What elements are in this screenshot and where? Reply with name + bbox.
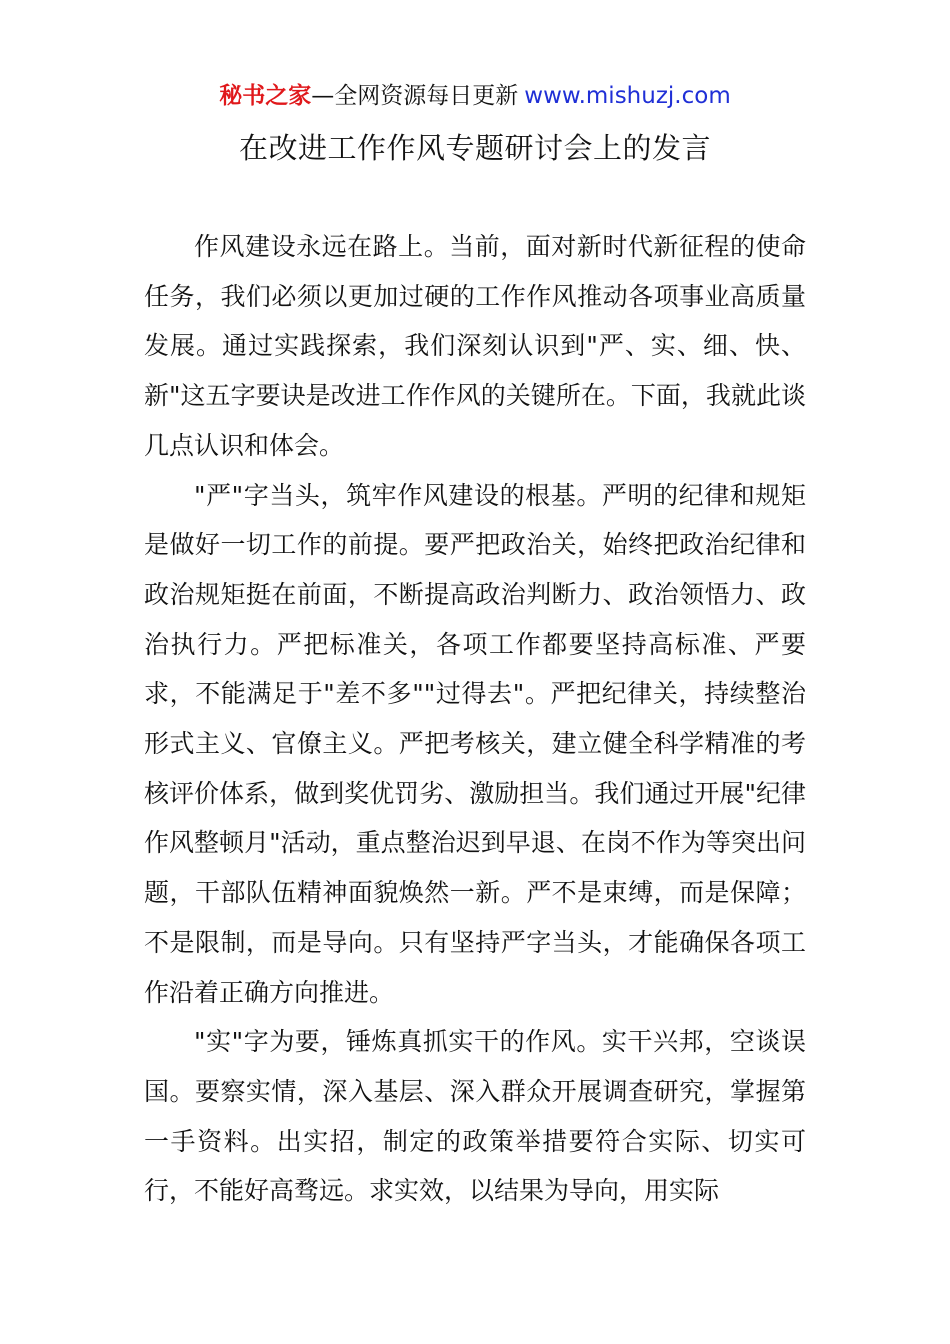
site-slogan: —全网资源每日更新 — [311, 83, 519, 109]
document-title: 在改进工作作风专题研讨会上的发言 — [238, 131, 711, 165]
paragraph-shi: "实"字为要，锤炼真抓实干的作风。实干兴邦，空谈误国。要察实情，深入基层、深入群众开展调查研究，掌握第一手资料。出实招，制定的政策举措要符合实际、切实可行，不能好高骛远。求实效，以结果为导向，用实际 — [144, 1027, 806, 1206]
document-body — [144, 222, 806, 1216]
site-url-link[interactable]: www.mishuzj.com — [524, 83, 731, 109]
paragraph-intro: 作风建设永远在路上。当前，面对新时代新征程的使命任务，我们必须以更加过硬的工作作风推动各项事业高质量发展。通过实践探索，我们深刻认识到"严、实、细、快、新"这五字要诀是改进工作作风的关键所在。下面，我就此谈几点认识和体会。 — [144, 232, 806, 460]
paragraph-yan: "严"字当头，筑牢作风建设的根基。严明的纪律和规矩是做好一切工作的前提。要严把政治关，始终把政治纪律和政治规矩挺在前面，不断提高政治判断力、政治领悟力、政治执行力。严把标准关，各项工作都要坚持高标准、严要求，不能满足于"差不多""过得去"。严把纪律关，持续整治形式主义、官僚主义。严把考核关，建立健全科学精准的考核评价体系，做到奖优罚劣、激励担当。我们通过开展"纪律作风整顿月"活动，重点整治迟到早退、在岗不作为等突出问题，干部队伍精神面貌焕然一新。严不是束缚，而是保障；不是限制，而是导向。只有坚持严字当头，才能确保各项工作沿着正确方向推进。 — [144, 480, 806, 1007]
site-brand: 秘书之家 — [219, 83, 312, 109]
site-header — [0, 80, 950, 112]
